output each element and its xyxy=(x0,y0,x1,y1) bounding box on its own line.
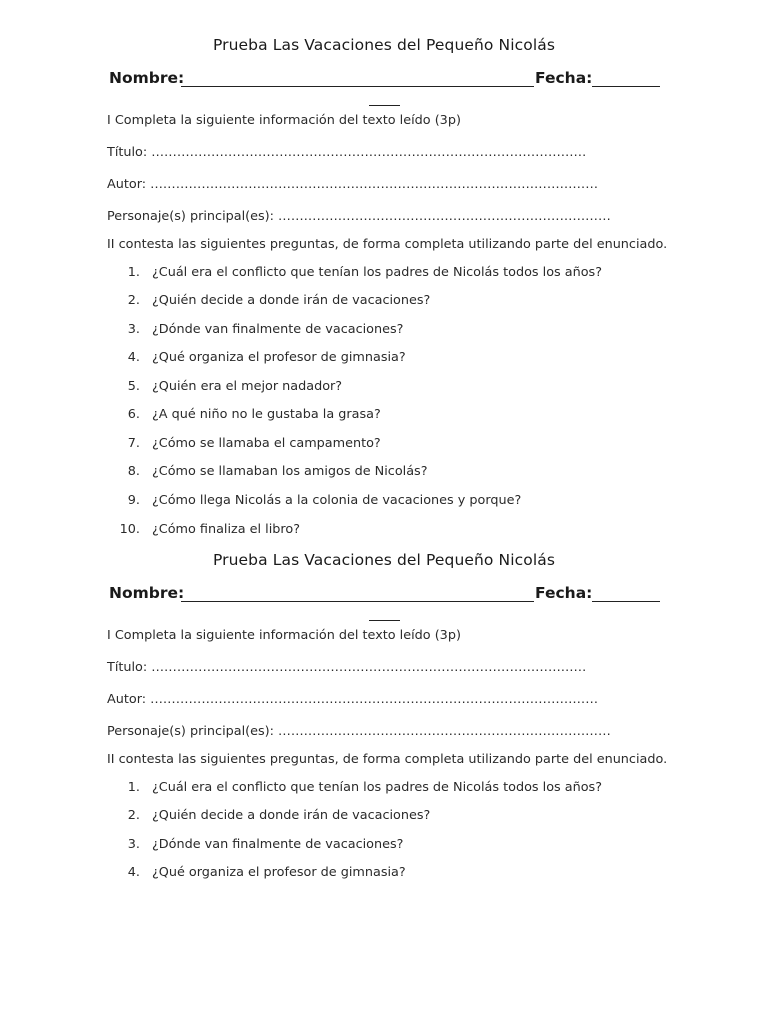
nombre-label: Nombre: xyxy=(109,584,185,602)
question-text: ¿Quién decide a donde irán de vacaciones? xyxy=(152,293,431,308)
question-number: 8. xyxy=(127,464,140,479)
question-number: 7. xyxy=(127,436,140,451)
question-number: 2. xyxy=(127,293,140,308)
nombre-blank xyxy=(181,601,534,602)
name-date-row xyxy=(0,581,768,605)
question-text: ¿Cómo finaliza el libro? xyxy=(152,522,301,537)
question-number: 3. xyxy=(127,837,140,852)
question-text: ¿Cómo se llamaban los amigos de Nicolás? xyxy=(152,464,428,479)
nombre-blank xyxy=(181,86,534,87)
question-text: ¿Cuál era el conflicto que tenían los padres de Nicolás todos los años? xyxy=(152,780,603,795)
autor-field: Autor: …………………………………………………………………………………………… xyxy=(107,177,599,192)
personajes-field: Personaje(s) principal(es): …………………………………………………………………… xyxy=(107,724,611,739)
question-number: 4. xyxy=(127,865,140,880)
question-number: 6. xyxy=(127,407,140,422)
question-number: 1. xyxy=(127,780,140,795)
question-number: 4. xyxy=(127,350,140,365)
question-text: ¿Qué organiza el profesor de gimnasia? xyxy=(152,865,406,880)
fecha-label: Fecha: xyxy=(535,69,593,87)
question-text: ¿Cómo llega Nicolás a la colonia de vacaciones y porque? xyxy=(152,493,522,508)
question-text: ¿Dónde van finalmente de vacaciones? xyxy=(152,837,404,852)
question-number: 9. xyxy=(127,493,140,508)
question-number: 1. xyxy=(127,265,140,280)
titulo-field: Título: ………………………………………………………………………………………… xyxy=(107,145,587,160)
nombre-label: Nombre: xyxy=(109,69,185,87)
fecha-blank xyxy=(592,86,660,87)
fecha-blank xyxy=(592,601,660,602)
part1-heading: I Completa la siguiente información del texto leído (3p) xyxy=(107,628,461,643)
titulo-field: Título: ………………………………………………………………………………………… xyxy=(107,660,587,675)
question-text: ¿Qué organiza el profesor de gimnasia? xyxy=(152,350,406,365)
question-text: ¿Quién decide a donde irán de vacaciones? xyxy=(152,808,431,823)
question-text: ¿Quién era el mejor nadador? xyxy=(152,379,343,394)
part2-heading: II contesta las siguientes preguntas, de forma completa utilizando parte del enunciado. xyxy=(107,752,668,767)
fecha-label: Fecha: xyxy=(535,584,593,602)
exam-copy-1 xyxy=(0,34,768,537)
part2-heading: II contesta las siguientes preguntas, de forma completa utilizando parte del enunciado. xyxy=(107,237,668,252)
exam-copy-2 xyxy=(0,549,768,880)
exam-title: Prueba Las Vacaciones del Pequeño Nicolás xyxy=(212,551,556,569)
question-text: ¿Cómo se llamaba el campamento? xyxy=(152,436,381,451)
question-text: ¿A qué niño no le gustaba la grasa? xyxy=(152,407,381,422)
question-text: ¿Dónde van finalmente de vacaciones? xyxy=(152,322,404,337)
name-date-row xyxy=(0,66,768,90)
question-number: 3. xyxy=(127,322,140,337)
question-number: 10. xyxy=(119,522,140,537)
autor-field: Autor: …………………………………………………………………………………………… xyxy=(107,692,599,707)
exam-title: Prueba Las Vacaciones del Pequeño Nicolás xyxy=(212,36,556,54)
question-number: 2. xyxy=(127,808,140,823)
personajes-field: Personaje(s) principal(es): …………………………………………………………………… xyxy=(107,209,611,224)
question-text: ¿Cuál era el conflicto que tenían los padres de Nicolás todos los años? xyxy=(152,265,603,280)
fecha-blank-wrap xyxy=(369,620,400,621)
part1-heading: I Completa la siguiente información del texto leído (3p) xyxy=(107,113,461,128)
question-number: 5. xyxy=(127,379,140,394)
fecha-blank-wrap xyxy=(369,105,400,106)
